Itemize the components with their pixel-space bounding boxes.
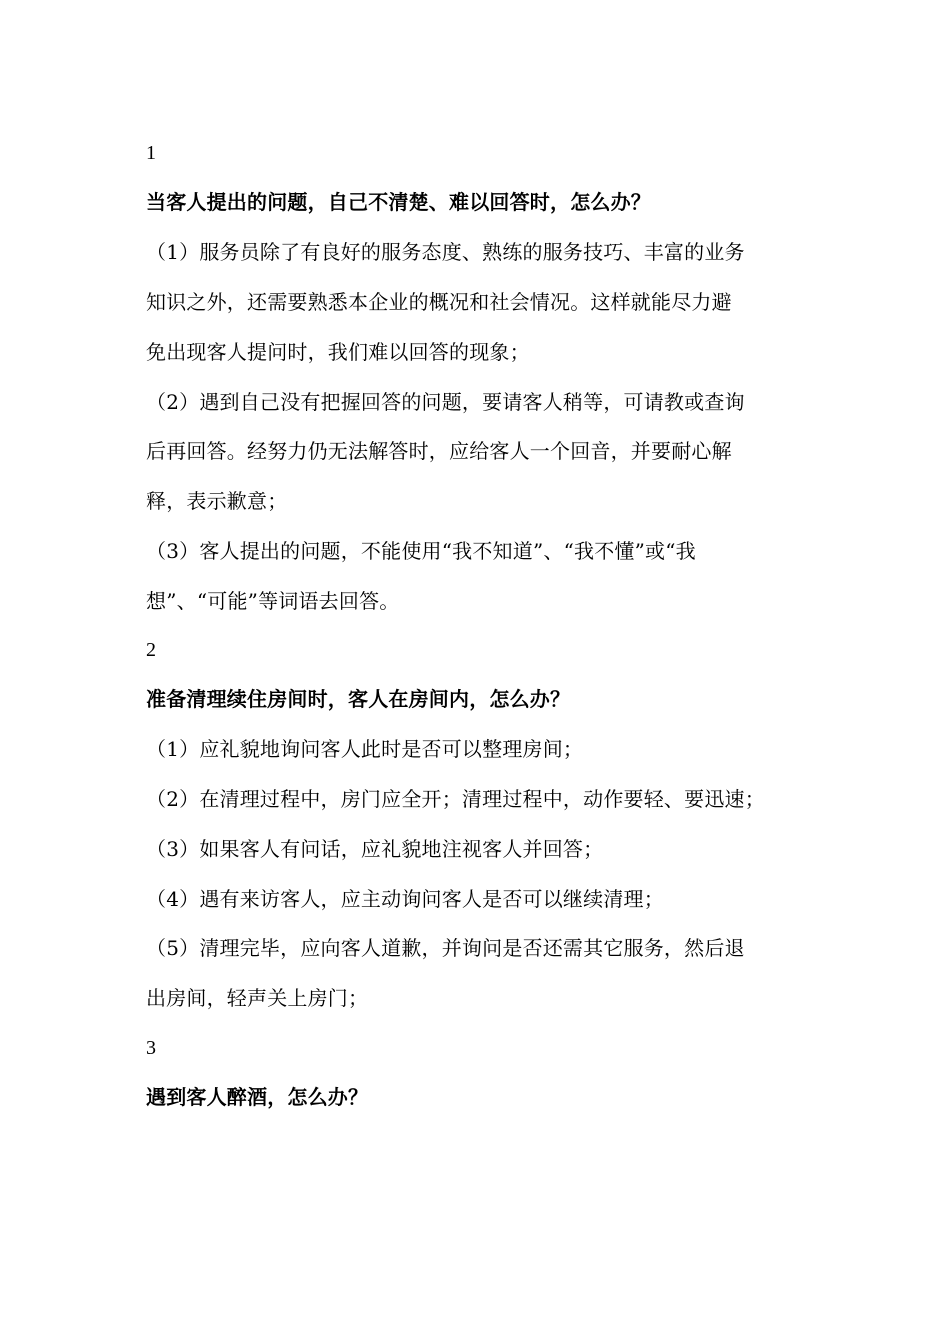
answer-line: （3）客人提出的问题，不能使用“我不知道”、“我不懂”或“我 (146, 539, 696, 563)
answer-line: （3）如果客人有问话，应礼貌地注视客人并回答； (146, 837, 604, 861)
answer-line: 后再回答。经努力仍无法解答时，应给客人一个回音，并要耐心解 (146, 439, 732, 463)
section-number: 1 (146, 142, 157, 164)
section-question: 当客人提出的问题，自己不清楚、难以回答时，怎么办？ (146, 190, 651, 214)
answer-line: 释，表示歉意； (146, 489, 288, 513)
answer-line: （5）清理完毕，应向客人道歉，并询问是否还需其它服务，然后退 (146, 936, 745, 960)
answer-line: 想”、“可能”等词语去回答。 (146, 589, 400, 613)
answer-line: 知识之外，还需要熟悉本企业的概况和社会情况。这样就能尽力避 (146, 290, 732, 314)
answer-line: 免出现客人提问时，我们难以回答的现象； (146, 340, 530, 364)
answer-line: （1）服务员除了有良好的服务态度、熟练的服务技巧、丰富的业务 (146, 240, 745, 264)
section-number: 3 (146, 1037, 157, 1059)
answer-line: （2）遇到自己没有把握回答的问题，要请客人稍等，可请教或查询 (146, 390, 745, 414)
section-question: 遇到客人醉酒，怎么办？ (146, 1085, 369, 1109)
section-number: 2 (146, 639, 157, 661)
answer-line: （2）在清理过程中，房门应全开；清理过程中，动作要轻、要迅速； (146, 787, 765, 811)
answer-line: （1）应礼貌地询问客人此时是否可以整理房间； (146, 737, 584, 761)
answer-line: 出房间，轻声关上房门； (146, 986, 369, 1010)
section-question: 准备清理续住房间时，客人在房间内，怎么办？ (146, 687, 571, 711)
answer-line: （4）遇有来访客人，应主动询问客人是否可以继续清理； (146, 887, 664, 911)
